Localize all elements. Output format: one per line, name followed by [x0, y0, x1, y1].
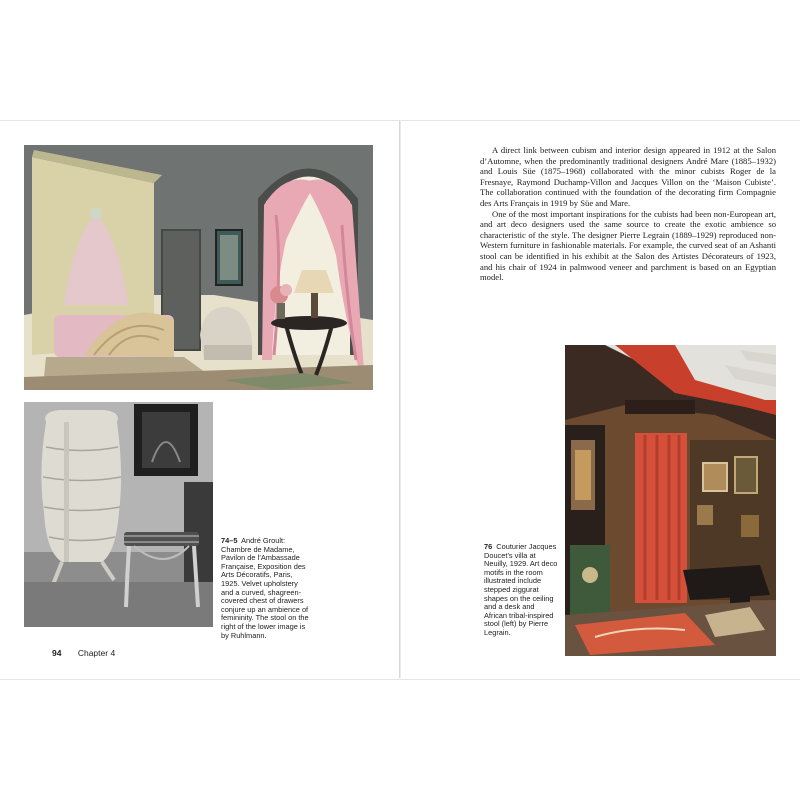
- chest-of-drawers-photo: [24, 402, 213, 627]
- bedroom-illustration: [24, 145, 373, 390]
- caption-text: Couturier Jacques Doucet’s villa at Neuilly, 1929. Art deco motifs in the room illustrated include stepped ziggurat shapes on the ceiling and a desk and African tribal-inspired stool (left) by Pierre Legrain.: [484, 542, 558, 637]
- caption-text: André Groult: Chambre de Madame, Pavilon de l’Ambassade Française, Exposition des Arts Décoratifs, Paris, 1925. Velvet upholstery and a curved, shagreen-covered chest of drawers conjure up an ambience of femininity. The stool on the right of the lower image is by Ruhlmann.: [221, 536, 309, 640]
- caption-number: 74–5: [221, 536, 238, 545]
- body-paragraph: A direct link between cubism and interior design appeared in 1912 at the Salon d’Automne, when the predominantly traditional designers André Mare (1885–1932) and Louis Süe (1875–1968) collaborated with the minor cubists Roger de la Fresnaye, Raymond Duchamp-Villon and Jacques Villon on the ‘Maison Cubiste’. The collaboration continued with the foundation of the decorating firm Compagnie des Arts Français in 1919 by Süe and Mare.: [480, 145, 776, 208]
- caption-number: 76: [484, 542, 493, 551]
- chapter-label: Chapter 4: [77, 648, 116, 658]
- page-number: 94: [52, 648, 62, 658]
- book-gutter: [399, 120, 401, 678]
- doucet-villa-photo: [565, 345, 776, 656]
- caption-74-5: [221, 537, 309, 640]
- body-text: [480, 145, 776, 283]
- caption-76: [484, 543, 558, 638]
- page-footer: [52, 648, 115, 658]
- body-paragraph: One of the most important inspirations for the cubists had been non-European art, and art deco designers used the same source to create the exotic ambience so characteristic of the style. The designer Pierre Legrain (1889–1929) reproduced non-Western furniture in fashionable materials. For example, the curved seat of an Ashanti stool can be identified in his exhibit at the Salon des Artistes Décorateurs of 1923, and his chair of 1924 in palmwood veneer and parchment is based on an Egyptian model.: [480, 208, 776, 283]
